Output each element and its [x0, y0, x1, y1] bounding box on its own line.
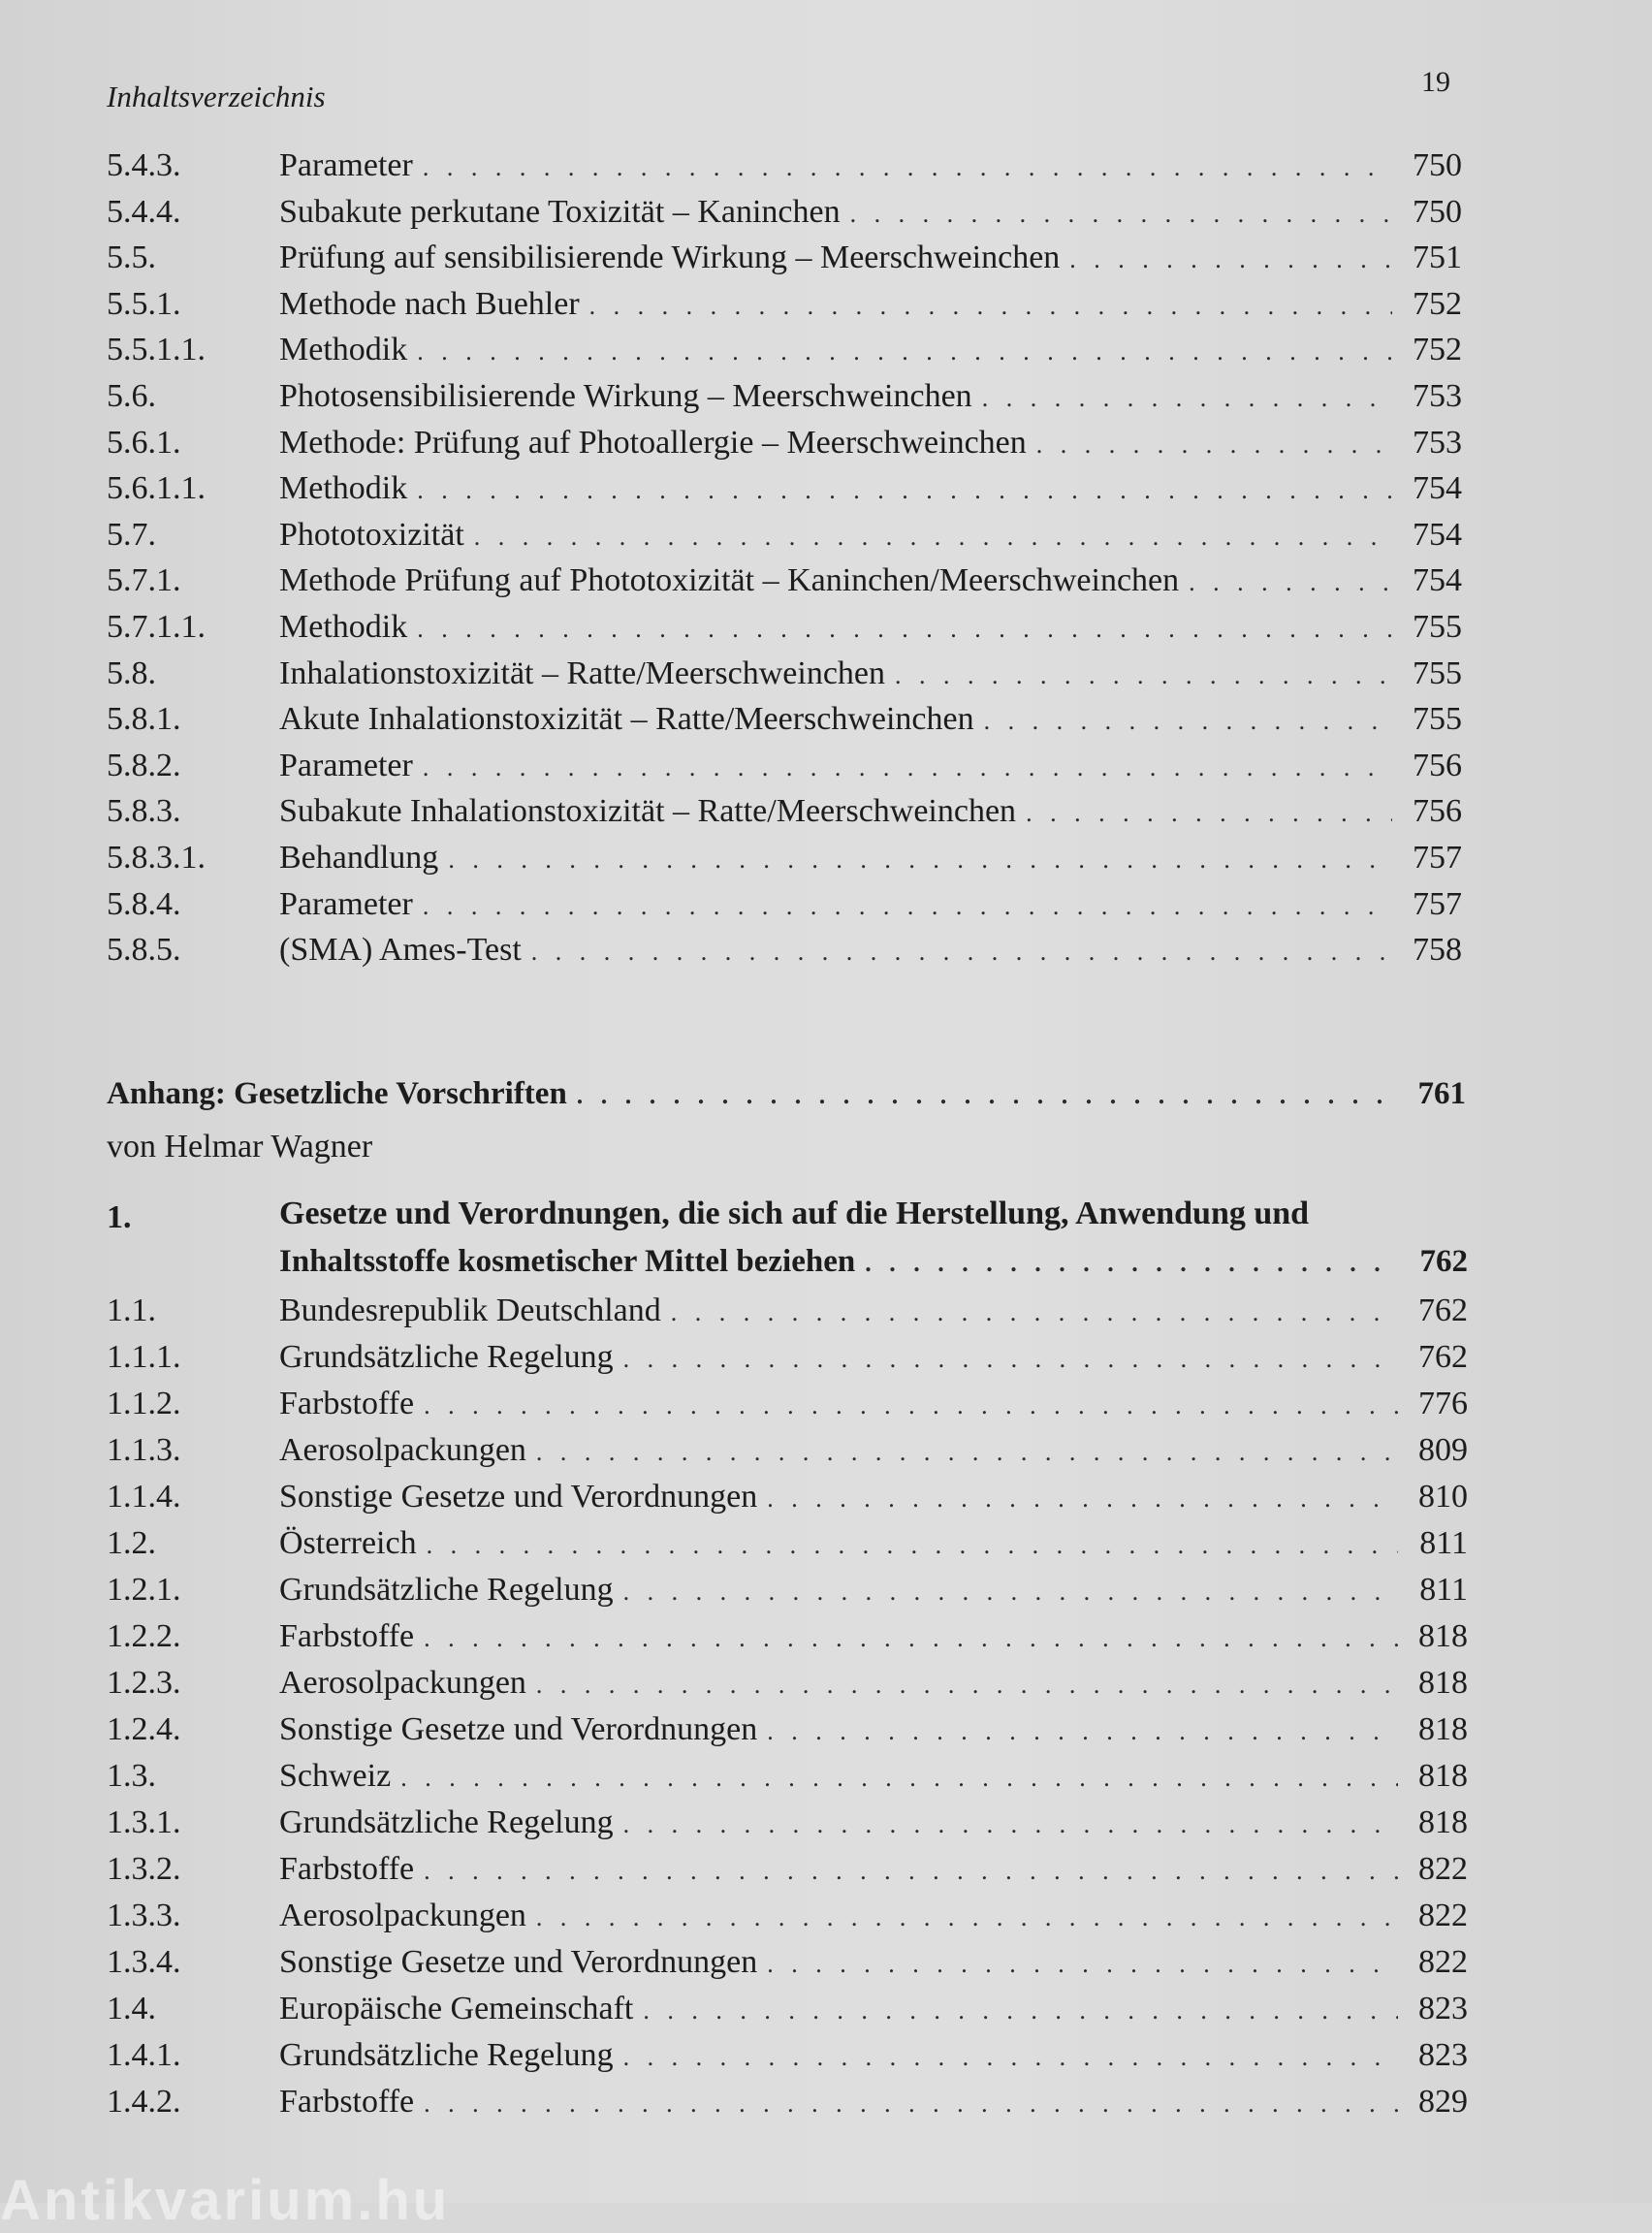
toc-entry-page: 818: [1418, 1711, 1468, 1747]
toc-entry-page: 752: [1413, 332, 1462, 368]
toc-entry-page: 753: [1413, 424, 1462, 461]
toc-entry-number: 5.6.: [107, 378, 156, 414]
toc-entry-number: 1.3.4.: [107, 1944, 181, 1980]
toc-entry-page: 811: [1419, 1572, 1468, 1608]
toc-entry-page: 810: [1418, 1479, 1468, 1515]
toc-entry-title: Sonstige Gesetze und Verordnungen: [279, 1944, 758, 1980]
toc-entry-title: Methodik: [279, 470, 408, 507]
toc-entry: [107, 2084, 1468, 2130]
toc-entry-page: 750: [1413, 193, 1462, 230]
toc-entry-page: 754: [1413, 562, 1462, 599]
toc-entry-title: Farbstoffe: [279, 2084, 415, 2120]
toc-entry-page: 757: [1413, 840, 1462, 876]
leader-dots: [536, 1903, 1398, 1932]
toc-entry: [107, 840, 1462, 886]
toc-entry-number: 1.3.: [107, 1758, 156, 1794]
toc-entry-number: 1.3.2.: [107, 1851, 181, 1887]
toc-entry-page: 752: [1413, 285, 1462, 322]
leader-dots: [850, 200, 1392, 229]
leader-dots: [448, 845, 1392, 875]
toc-entry-title: Methode Prüfung auf Phototoxizität – Kaninchen/Meerschweinchen: [279, 562, 1180, 599]
toc-entry-page: 823: [1418, 2037, 1468, 2073]
toc-entry-title: Aerosolpackungen: [279, 1898, 526, 1933]
toc-entry-number: 5.8.: [107, 654, 156, 691]
toc-entry-number: 1.4.1.: [107, 2037, 181, 2073]
toc-entry-page: 822: [1418, 1851, 1468, 1887]
toc-entry-title: Farbstoffe: [279, 1386, 415, 1421]
toc-entry-title: Bundesrepublik Deutschland: [279, 1292, 661, 1328]
chapter-1-number: 1.: [107, 1199, 132, 1235]
toc-entry-page: 762: [1418, 1292, 1468, 1328]
toc-entry: [107, 932, 1462, 978]
toc-entry-page: 776: [1418, 1386, 1468, 1421]
toc-entry: [107, 1944, 1468, 1991]
leader-dots: [865, 1249, 1398, 1278]
toc-entry-page: 762: [1418, 1339, 1468, 1375]
watermark: Antikvarium.hu: [0, 2169, 451, 2232]
toc-entry: [107, 1618, 1468, 1665]
toc-entry-number: 1.2.2.: [107, 1618, 181, 1654]
toc-entry: [107, 1525, 1468, 1572]
toc-entry-title: Akute Inhalationstoxizität – Ratte/Meerschweinchen: [279, 701, 974, 738]
appendix-heading: [107, 1076, 1466, 1123]
toc-entry-title: Prüfung auf sensibilisierende Wirkung – Meerschweinchen: [279, 239, 1061, 276]
toc-entry-page: 754: [1413, 516, 1462, 553]
toc-entry: [107, 748, 1462, 794]
toc-entry: [107, 609, 1462, 655]
toc-entry-title: Aerosolpackungen: [279, 1665, 526, 1701]
leader-dots: [623, 1810, 1398, 1839]
toc-entry-number: 5.8.4.: [107, 885, 181, 922]
toc-entry-number: 5.8.2.: [107, 747, 181, 783]
toc-entry-number: 1.1.2.: [107, 1386, 181, 1421]
toc-entry: [107, 701, 1462, 748]
toc-entry-number: 5.8.3.: [107, 793, 181, 830]
appendix-page: 761: [1417, 1076, 1466, 1111]
toc-entry-title: Aerosolpackungen: [279, 1432, 526, 1468]
toc-entry-number: 5.5.1.: [107, 285, 181, 322]
toc-entry: [107, 147, 1462, 194]
toc-entry-title: Phototoxizität: [279, 516, 464, 553]
toc-entry-title: Grundsätzliche Regelung: [279, 1339, 614, 1375]
leader-dots: [589, 292, 1392, 321]
leader-dots: [767, 1717, 1398, 1746]
toc-entry-page: 822: [1418, 1898, 1468, 1933]
leader-dots: [427, 1531, 1398, 1560]
toc-entry-title: Sonstige Gesetze und Verordnungen: [279, 1711, 758, 1747]
toc-entry-title: Methode nach Buehler: [279, 285, 580, 322]
leader-dots: [424, 1624, 1398, 1653]
toc-entry-title: Subakute Inhalationstoxizität – Ratte/Meerschweinchen: [279, 793, 1017, 830]
leader-dots: [982, 384, 1392, 413]
toc-entry-title: Behandlung: [279, 840, 439, 876]
toc-entry: [107, 562, 1462, 609]
toc-entry-number: 1.1.1.: [107, 1339, 181, 1375]
toc-entry: [107, 1898, 1468, 1944]
leader-dots: [1026, 799, 1392, 828]
toc-entry-page: 756: [1413, 793, 1462, 830]
chapter-1-title-line2: [279, 1244, 1468, 1291]
toc-entry-title: Sonstige Gesetze und Verordnungen: [279, 1479, 758, 1515]
toc-entry: [107, 378, 1462, 425]
toc-entry-number: 1.3.1.: [107, 1804, 181, 1840]
leader-dots: [1189, 568, 1392, 597]
leader-dots: [623, 1578, 1398, 1607]
page-number: 19: [1421, 66, 1450, 98]
toc-entry-number: 5.7.1.: [107, 562, 181, 599]
leader-dots: [400, 1764, 1398, 1793]
toc-entry: [107, 1432, 1468, 1479]
toc-entry-page: 754: [1413, 470, 1462, 507]
toc-entry-page: 750: [1413, 147, 1462, 183]
toc-entry: [107, 886, 1462, 933]
toc-entry: [107, 655, 1462, 702]
leader-dots: [423, 153, 1392, 182]
toc-entry-page: 822: [1418, 1944, 1468, 1980]
toc-entry-page: 757: [1413, 885, 1462, 922]
leader-dots: [424, 1391, 1398, 1420]
appendix-title: Anhang: Gesetzliche Vorschriften: [107, 1076, 567, 1111]
toc-entry-number: 5.8.1.: [107, 701, 181, 738]
toc-entry-title: Schweiz: [279, 1758, 392, 1794]
toc-entry-page: 751: [1413, 239, 1462, 276]
toc-entry-number: 5.5.1.1.: [107, 332, 206, 368]
toc-entry: [107, 1758, 1468, 1804]
toc-entry-title: Parameter: [279, 147, 413, 183]
leader-dots: [424, 1857, 1398, 1886]
toc-entry-page: 755: [1413, 654, 1462, 691]
leader-dots: [623, 1345, 1398, 1374]
toc-entry: [107, 1572, 1468, 1618]
toc-entry-number: 1.2.3.: [107, 1665, 181, 1701]
toc-entry-number: 5.8.5.: [107, 932, 181, 969]
toc-entry-number: 5.4.4.: [107, 193, 181, 230]
toc-entry-page: 811: [1419, 1525, 1468, 1561]
leader-dots: [536, 1671, 1398, 1700]
leader-dots: [424, 2089, 1398, 2119]
toc-entry-page: 755: [1413, 701, 1462, 738]
chapter-1-title-line1: Gesetze und Verordnungen, die sich auf die Herstellung, Anwendung und: [279, 1196, 1310, 1231]
toc-entry-title: Österreich: [279, 1525, 417, 1561]
leader-dots: [417, 337, 1392, 367]
toc-entry-number: 5.8.3.1.: [107, 840, 206, 876]
toc-entry-page: 818: [1418, 1618, 1468, 1654]
toc-entry: [107, 286, 1462, 333]
leader-dots: [423, 753, 1392, 782]
toc-entry-title: Methode: Prüfung auf Photoallergie – Meerschweinchen: [279, 424, 1027, 461]
toc-entry-title: Photosensibilisierende Wirkung – Meerschweinchen: [279, 378, 972, 414]
toc-entry: [107, 1991, 1468, 2037]
toc-entry-number: 5.7.: [107, 516, 156, 553]
toc-entry: [107, 1804, 1468, 1851]
toc-entry-page: 823: [1418, 1991, 1468, 2026]
toc-entry-title: Subakute perkutane Toxizität – Kaninchen: [279, 193, 841, 230]
toc-entry-page: 818: [1418, 1665, 1468, 1701]
toc-entry-number: 1.4.2.: [107, 2084, 181, 2120]
toc-entry-page: 756: [1413, 747, 1462, 783]
toc-entry: [107, 1386, 1468, 1432]
toc-entry-title: (SMA) Ames-Test: [279, 932, 522, 969]
toc-entry-page: 758: [1413, 932, 1462, 969]
toc-entry-title: Europäische Gemeinschaft: [279, 1991, 634, 2026]
toc-entry-page: 755: [1413, 609, 1462, 645]
leader-dots: [671, 1298, 1398, 1327]
leader-dots: [984, 707, 1392, 736]
toc-entry-page: 818: [1418, 1804, 1468, 1840]
toc-entry: [107, 517, 1462, 563]
toc-entry: [107, 194, 1462, 240]
leader-dots: [423, 892, 1392, 921]
leader-dots: [767, 1484, 1398, 1514]
toc-entry-title: Grundsätzliche Regelung: [279, 1572, 614, 1608]
toc-entry-title: Grundsätzliche Regelung: [279, 1804, 614, 1840]
leader-dots: [531, 938, 1392, 967]
toc-entry: [107, 470, 1462, 517]
toc-entry-number: 1.1.4.: [107, 1479, 181, 1515]
toc-entry-title: Farbstoffe: [279, 1851, 415, 1887]
toc-entry-number: 1.3.3.: [107, 1898, 181, 1933]
toc-entry: [107, 1711, 1468, 1758]
toc-entry-title: Inhalationstoxizität – Ratte/Meerschweinchen: [279, 654, 886, 691]
toc-entry: [107, 1851, 1468, 1898]
leader-dots: [577, 1081, 1396, 1110]
leader-dots: [417, 615, 1392, 644]
toc-entry-number: 1.1.: [107, 1292, 156, 1328]
leader-dots: [895, 661, 1392, 690]
toc-entry-number: 1.2.4.: [107, 1711, 181, 1747]
toc-entry-title: Methodik: [279, 332, 408, 368]
toc-entry-title: Grundsätzliche Regelung: [279, 2037, 614, 2073]
toc-entry-page: 753: [1413, 378, 1462, 414]
toc-entry: [107, 1292, 1468, 1339]
appendix-author: von Helmar Wagner: [107, 1129, 373, 1164]
toc-entry-number: 1.1.3.: [107, 1432, 181, 1468]
toc-entry-number: 5.6.1.1.: [107, 470, 206, 507]
leader-dots: [474, 523, 1392, 552]
running-head: Inhaltsverzeichnis: [107, 80, 326, 113]
toc-entry: [107, 332, 1462, 378]
toc-entry-number: 5.5.: [107, 239, 156, 276]
toc-entry-title: Parameter: [279, 747, 413, 783]
toc-entry: [107, 2037, 1468, 2084]
leader-dots: [1036, 431, 1392, 460]
toc-entry-title: Parameter: [279, 885, 413, 922]
chapter-1-page: 762: [1419, 1244, 1468, 1279]
toc-entry: [107, 1665, 1468, 1711]
leader-dots: [417, 476, 1392, 505]
toc-entry: [107, 425, 1462, 471]
toc-entry-page: 818: [1418, 1758, 1468, 1794]
chapter-1-title-text: Inhaltsstoffe kosmetischer Mittel beziehen: [279, 1244, 856, 1279]
toc-entry-number: 5.7.1.1.: [107, 609, 206, 645]
leader-dots: [536, 1438, 1398, 1467]
toc-entry: [107, 1479, 1468, 1525]
leader-dots: [623, 2043, 1398, 2072]
toc-entry-number: 1.4.: [107, 1991, 156, 2026]
toc-entry-page: 829: [1418, 2084, 1468, 2120]
toc-entry: [107, 793, 1462, 840]
toc-entry: [107, 239, 1462, 286]
toc-entry-number: 5.4.3.: [107, 147, 181, 183]
toc-entry-title: Methodik: [279, 609, 408, 645]
toc-entry-number: 1.2.1.: [107, 1572, 181, 1608]
toc-entry-number: 1.2.: [107, 1525, 156, 1561]
toc-entry-number: 5.6.1.: [107, 424, 181, 461]
toc-entry-page: 809: [1418, 1432, 1468, 1468]
toc-entry-title: Farbstoffe: [279, 1618, 415, 1654]
leader-dots: [643, 1996, 1398, 2026]
leader-dots: [1069, 245, 1392, 274]
toc-entry: [107, 1339, 1468, 1386]
leader-dots: [767, 1950, 1398, 1979]
